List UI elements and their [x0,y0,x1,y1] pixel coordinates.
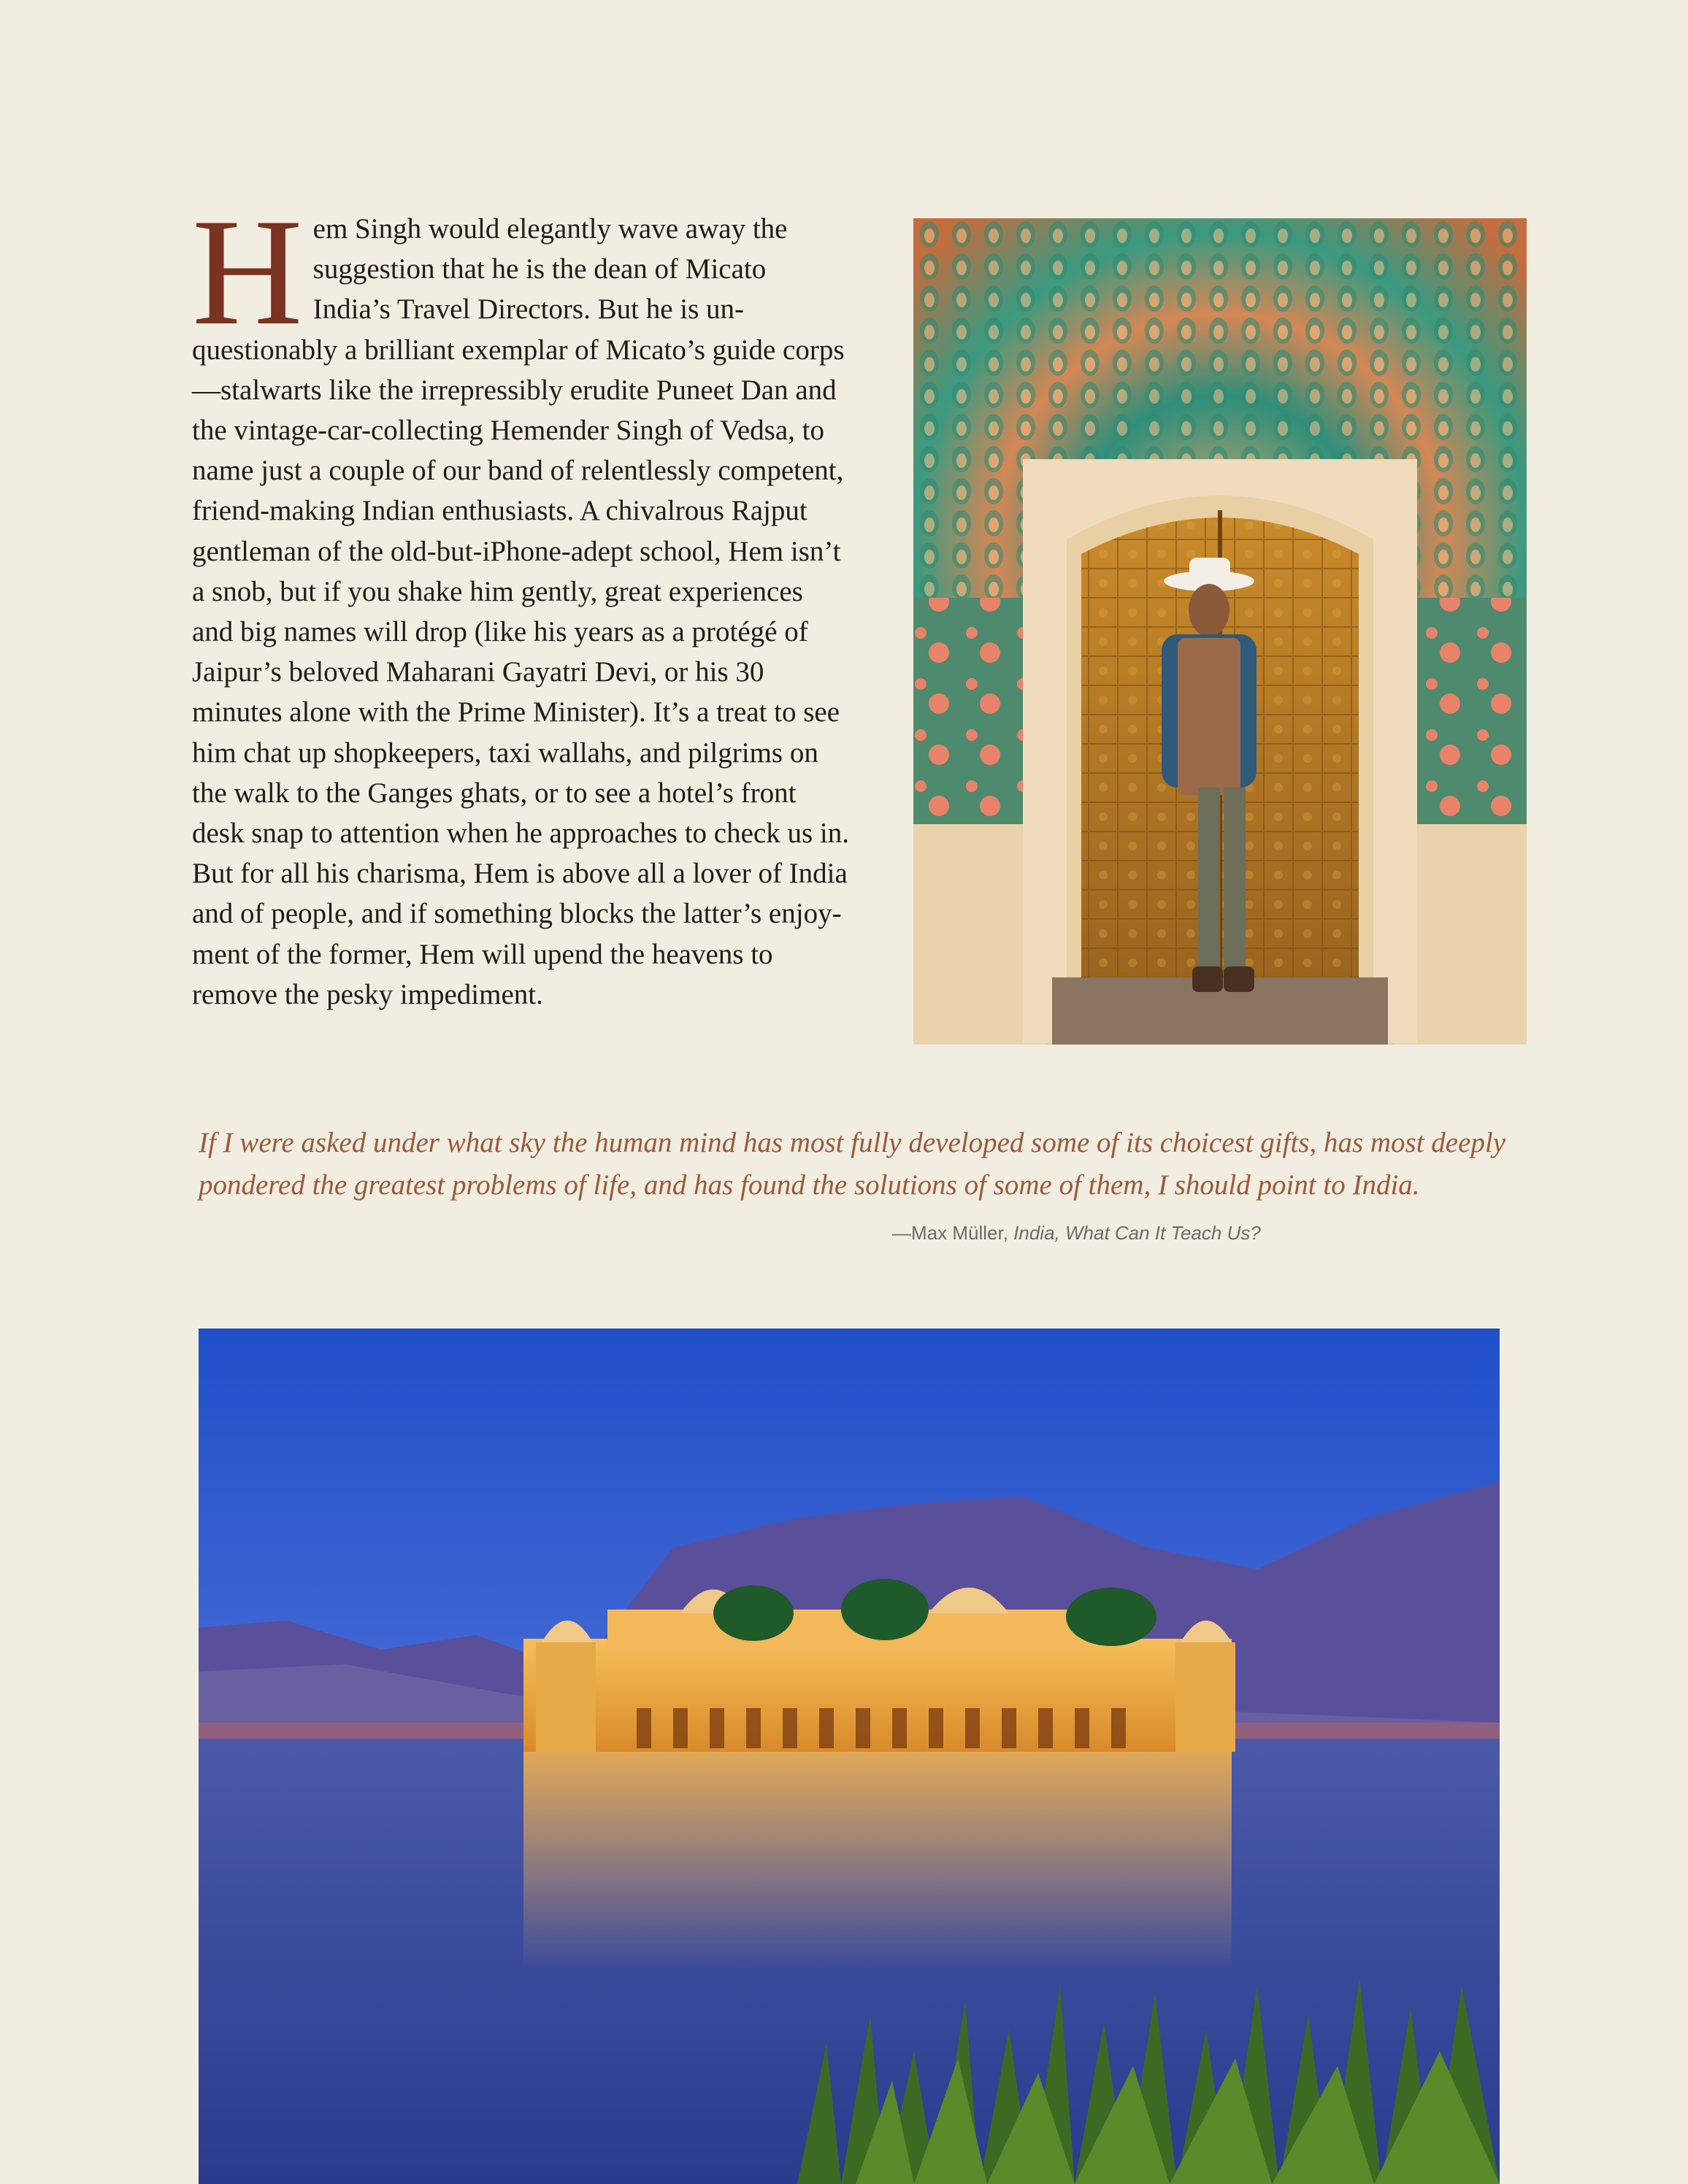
article-body: em Singh would elegantly wave away the suggestion that he is the dean of Micato India’s Travel Directors. But he is unquestionably a brilliant exemplar of Micato’s guide corps—stalwarts like the irrepressibly erudite Puneet Dan and the vintage-car-collecting Hemender Singh of Vedsa, to name just a couple of our band of relentlessly competent, friend-making Indian enthusiasts. A chivalrous Rajput gentleman of the old-but-iPhone-adept school, Hem isn’t a snob, but if you shake him gently, great experiences and big names will drop (like his years as a protégé of Jaipur’s beloved Maharani Gayatri Devi, or his 30 minutes alone with the Prime Minister). It’s a treat to see him chat up shopkeepers, taxi wallahs, and pilgrims on the walk to the Ganges ghats, or to see a hotel’s front desk snap to attention when he approaches to check us in. But for all his charisma, Hem is above all a lover of India and of people, and if something blocks the latter’s enjoyment of the former, Hem will upend the heavens to remove the pesky impediment. [192,213,849,1010]
quote-attribution [892,1222,1261,1245]
lake-palace-photo [199,1329,1500,2184]
pull-quote: If I were asked under what sky the human mind has most fully developed some of its choicest gifts, has most deeply pondered the greatest problems of life, and has found the solutions of some of them, I should point to India. [199,1127,1506,1201]
quote-author: —Max Müller, [892,1222,1014,1244]
article-text-column [192,188,849,1015]
drop-cap: H [192,188,303,357]
portrait-photo [913,218,1527,1045]
quote-work-title: India, What Can It Teach Us? [1013,1222,1261,1244]
